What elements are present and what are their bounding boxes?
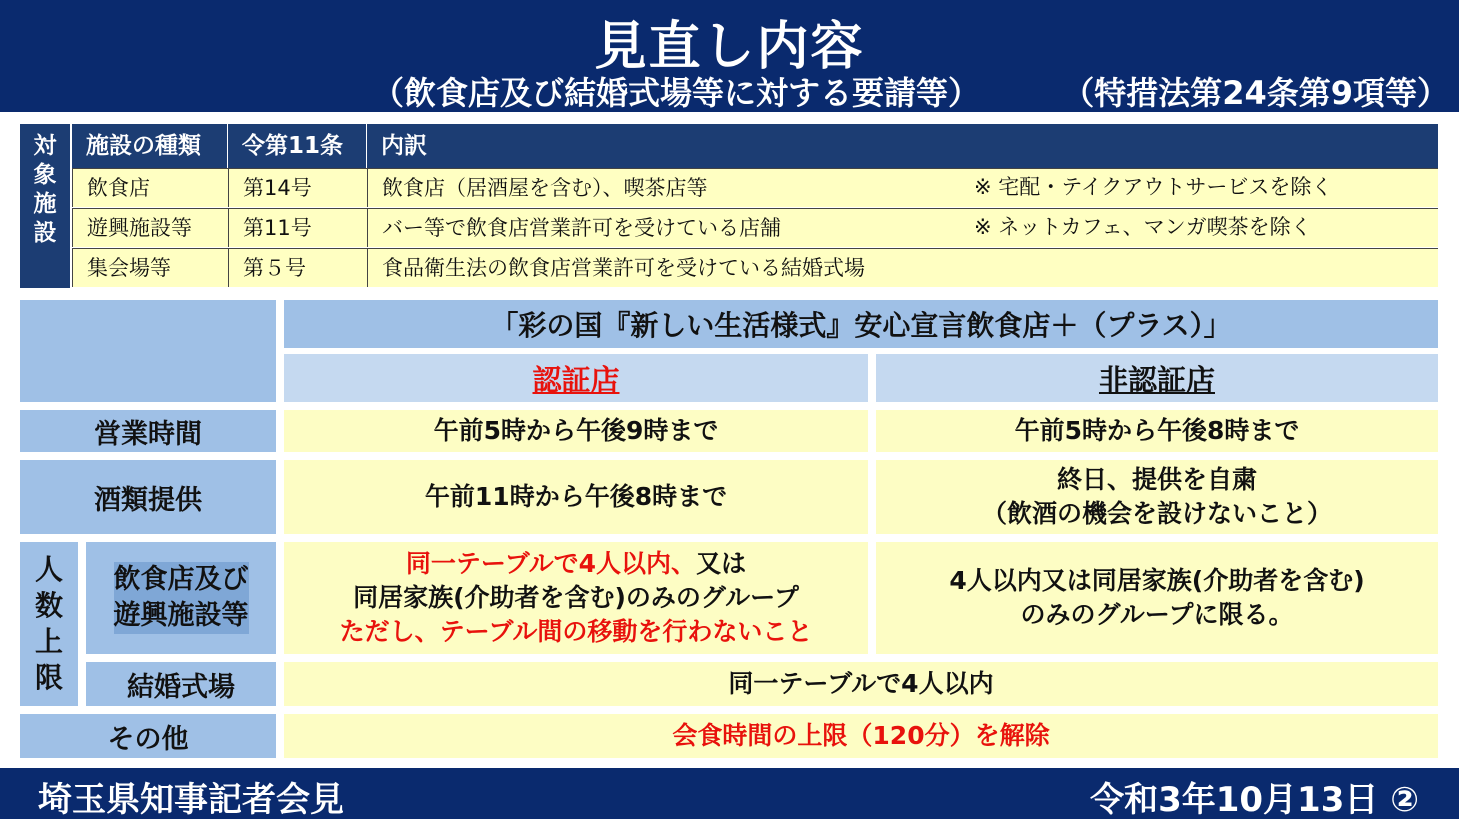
people-noncertified bbox=[876, 542, 1438, 654]
noncertified-label: 非認証店 bbox=[1098, 362, 1215, 397]
row1-note: ※ 宅配・テイクアウトサービスを除く bbox=[974, 175, 1333, 199]
people-noncert-line1: 4人以内又は同居家族(介助者を含む) bbox=[949, 566, 1365, 595]
page-title: 見直し内容 bbox=[594, 17, 865, 77]
people-cert-line2: 同居家族(介助者を含む)のみのグループ bbox=[353, 583, 799, 612]
people-label bbox=[20, 542, 78, 706]
facility-table bbox=[16, 120, 1440, 288]
header-detail: 内訳 bbox=[367, 124, 1438, 168]
row2-type: 遊興施設等 bbox=[72, 208, 228, 247]
row2-note: ※ ネットカフェ、マンガ喫茶を除く bbox=[974, 215, 1312, 239]
footer-date: 令和3年10月13日 ② bbox=[1090, 780, 1419, 819]
people-label-text: 人数上限 bbox=[34, 553, 63, 694]
people-cert-line1 bbox=[406, 547, 746, 581]
alcohol-noncert-line1: 終日、提供を自粛 bbox=[1056, 465, 1257, 494]
alcohol-noncertified bbox=[876, 460, 1438, 534]
row3-detail: 食品衛生法の飲食店営業許可を受けている結婚式場 bbox=[367, 248, 1438, 287]
row2-article: 第11号 bbox=[228, 208, 367, 247]
side-label-text: 対象施設 bbox=[33, 133, 57, 246]
header-facility-type: 施設の種類 bbox=[72, 124, 227, 168]
row1-article: 第14号 bbox=[228, 168, 367, 207]
program-title: 「彩の国『新しい生活様式』安心宣言飲食店＋（プラス）」 bbox=[284, 300, 1438, 348]
footer-banner bbox=[0, 768, 1459, 819]
row2-detail-text: バー等で飲食店営業許可を受けている店舗 bbox=[382, 216, 781, 240]
people-noncert-line2: のみのグループに限る。 bbox=[1020, 600, 1294, 629]
col-noncertified bbox=[876, 354, 1438, 402]
people-cert-line3: ただし、テーブル間の移動を行わないこと bbox=[339, 617, 813, 646]
restaurants-label-line2: 遊興施設等 bbox=[114, 598, 249, 634]
row1-type: 飲食店 bbox=[72, 168, 228, 207]
other-value: 会食時間の上限（120分）を解除 bbox=[284, 714, 1438, 758]
people-cert-line1-red: 同一テーブルで4人以内、 bbox=[405, 549, 697, 578]
restaurants-label bbox=[86, 542, 276, 654]
col-certified bbox=[284, 354, 868, 402]
alcohol-label: 酒類提供 bbox=[20, 460, 276, 534]
row1-detail-text: 飲食店（居酒屋を含む）、喫茶店等 bbox=[382, 176, 708, 200]
page-subtitle: （飲食店及び結婚式場等に対する要請等） bbox=[372, 74, 981, 112]
wedding-label: 結婚式場 bbox=[86, 662, 276, 706]
header-banner bbox=[0, 0, 1459, 112]
alcohol-certified: 午前11時から午後8時まで bbox=[284, 460, 868, 534]
people-cert-line1-black: 又は bbox=[696, 549, 747, 578]
wedding-value: 同一テーブルで4人以内 bbox=[284, 662, 1438, 706]
row3-article: 第５号 bbox=[228, 248, 367, 287]
footer-press-conference: 埼玉県知事記者会見 bbox=[38, 780, 344, 819]
people-certified bbox=[284, 542, 868, 654]
hours-noncertified: 午前5時から午後8時まで bbox=[876, 410, 1438, 452]
alcohol-noncert-line2: （飲酒の機会を設けないこと） bbox=[981, 499, 1332, 528]
measures-table bbox=[16, 294, 1444, 764]
row3-type: 集会場等 bbox=[72, 248, 228, 287]
header-article: 令第11条 bbox=[228, 124, 366, 168]
certified-label: 認証店 bbox=[532, 362, 620, 397]
corner-cell bbox=[20, 300, 276, 402]
restaurants-label-line1: 飲食店及び bbox=[114, 562, 249, 598]
law-reference: （特措法第24条第9項等） bbox=[1062, 74, 1449, 112]
hours-certified: 午前5時から午後9時まで bbox=[284, 410, 868, 452]
hours-label: 営業時間 bbox=[20, 410, 276, 452]
other-label: その他 bbox=[20, 714, 276, 758]
facility-side-label bbox=[20, 124, 70, 288]
